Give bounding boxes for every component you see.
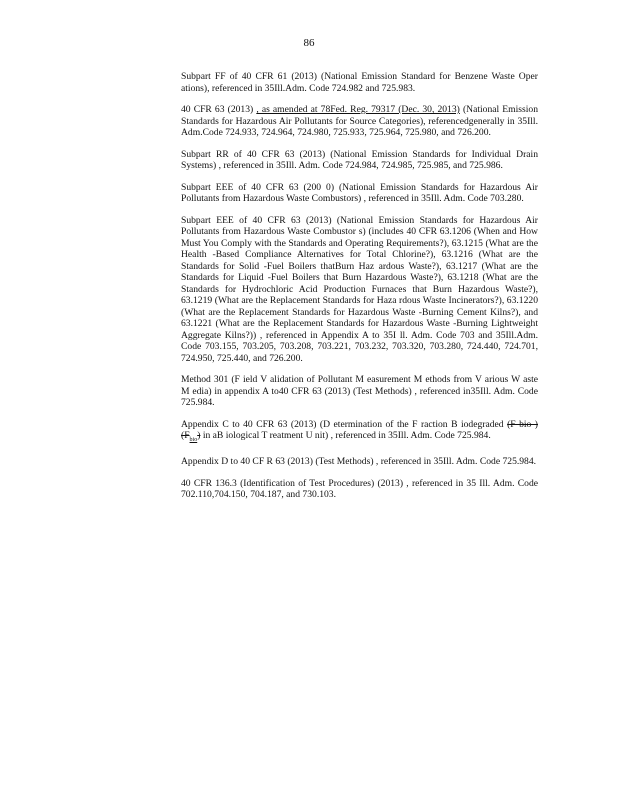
paragraph-40cfr63 — [181, 104, 538, 139]
paragraph-text: in aB iological T reatment U nit) , referenced in 35Ill. Adm. Code 725.984. — [202, 430, 491, 441]
paragraph-text: Subpart EEE of 40 CFR 63 (200 0) (National Emission Standards for Hazardous Air Pollutants from Hazardous Waste Combustors) , referenced in 35Ill. Adm. Code 703.280. — [181, 181, 538, 204]
paragraph-appendix-c — [181, 419, 538, 447]
paragraph-text: 40 CFR 63 (2013) — [181, 104, 254, 115]
inserted-text: , as amended at 78Fed. Reg. 79317 (Dec. 30, 2013) — [256, 104, 460, 115]
document-body — [181, 71, 538, 511]
paragraph-subpart-rr — [181, 149, 538, 172]
paragraph-40cfr136 — [181, 478, 538, 501]
paragraph-text: (National Emission Standards for Hazardous Air Pollutants for Source Categories), referencedgenerally in 35Ill. Adm.Code 724.933, 724.964, 724.980, 725.933, 725.964, 725.980, and 726.200. — [181, 104, 539, 138]
paragraph-subpart-ff — [181, 71, 538, 94]
paragraph-method-301 — [181, 374, 538, 409]
deleted-text-tail: ) — [197, 430, 201, 441]
paragraph-text: Subpart RR of 40 CFR 63 (2013) (National Emission Standards for Individual Drain Systems) , referenced in 35Ill. Adm. Code 724.984, 724.985, 725.985, and 725.986. — [181, 148, 538, 171]
paragraph-text: Appendix D to 40 CF R 63 (2013) (Test Methods) , referenced in 35Ill. Adm. Code 725.984. — [181, 456, 537, 468]
paragraph-text: Appendix C to 40 CFR 63 (2013) (D etermination of the F raction B iodegraded — [181, 418, 504, 430]
paragraph-text: 40 CFR 136.3 (Identification of Test Procedures) (2013) , referenced in 35 Ill. Adm. Code 702.110,704.150, 704.187, and 730.103. — [181, 477, 538, 501]
paragraph-subpart-eee-2000 — [181, 182, 538, 205]
deleted-text-main: (F bio )(F — [181, 418, 538, 441]
paragraph-text: Subpart FF of 40 CFR 61 (2013) (National Emission Standard for Benzene Waste Oper ations), referenced in 35Ill.Adm. Code 724.982 and 725.983. — [181, 71, 538, 94]
paragraph-text: Subpart EEE of 40 CFR 63 (2013) (National Emission Standards for Hazardous Air Pollutants from Hazardous Waste Combustor s) (includes 40 CFR 63.1206 (When and How Must You Comply with the Standards and Operating Requirements?), 63.1215 (What are the Health -Based Compliance Alternatives for Total Chlorine?), 63.1216 (What are the Standards for Solid -Fuel Boilers thatBurn Haz ardous Waste?), 63.1217 (What are the Standards for Liquid -Fuel Boilers that Burn Hazardous Waste?), 63.1218 (What are the Standards for Hydrochloric Acid Production Furnaces that Burn Hazardous Waste?), 63.1219 (What are the Replacement Standards for Haza rdous Waste Incinerators?), 63.1220 (What are the Replacement Standards for Hazardous Waste -Burning Cement Kilns?), and 63.1221 (What are the Replacement Standards for Hazardous Waste -Burning Lightweight Aggregate Kilns?)) , referenced in Appendix A to 35I ll. Adm. Code 703 and 35Ill.Adm. Code 703.155, 703.205, 703.208, 703.221, 703.232, 703.320, 703.280, 724.440, 724.701, 724.950, 725.440, and 726.200. — [181, 214, 538, 364]
paragraph-appendix-d — [181, 456, 538, 468]
paragraph-subpart-eee-2013 — [181, 215, 538, 365]
deleted-text-subscript: bio — [189, 436, 198, 443]
paragraph-text: Method 301 (F ield V alidation of Pollutant M easurement M ethods from V arious W aste M edia) in appendix A to40 CFR 63 (2013) (Test Methods) , referenced in35Ill. Adm. Code 725.984. — [181, 374, 538, 408]
page-number: 86 — [303, 37, 315, 49]
